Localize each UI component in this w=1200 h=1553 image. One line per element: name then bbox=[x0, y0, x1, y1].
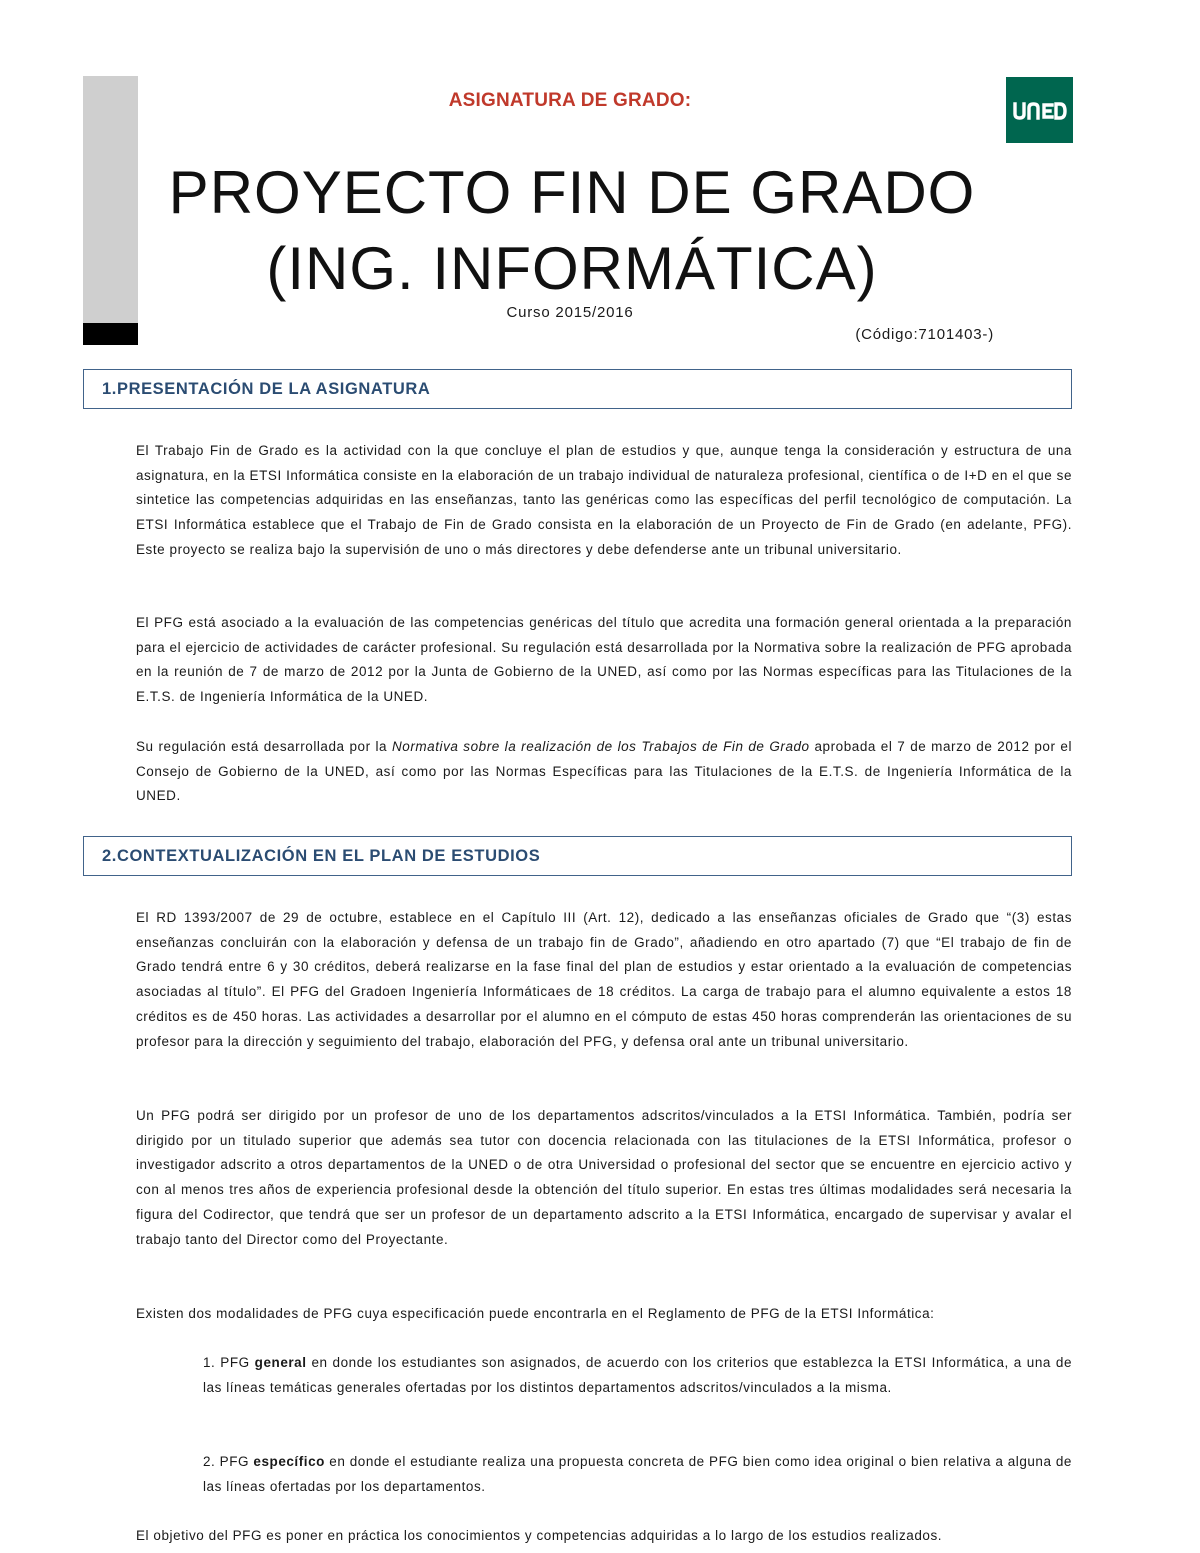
text-run: Su regulación está desarrollada por la bbox=[136, 739, 392, 754]
paragraph: El Trabajo Fin de Grado es la actividad con la que concluye el plan de estudios y que, aunque tenga la consideración y estructura de una asignatura, en la ETSI Informática consiste en la elaboración de un trabajo individual de naturaleza profesional, científica o de I+D en el que se sintetice las competencias adquiridas en las enseñanzas, tanto las genéricas como las específicas del perfil tecnológico de computación. La ETSI Informática establece que el Trabajo de Fin de Grado consista en la elaboración de un Proyecto de Fin de Grado (en adelante, PFG). Este proyecto se realiza bajo la supervisión de uno o más directores y debe defenderse ante un tribunal universitario. bbox=[136, 443, 1072, 557]
page-title bbox=[0, 155, 1144, 307]
section-title: 1.PRESENTACIÓN DE LA ASIGNATURA bbox=[102, 379, 431, 398]
list-item-keyword: específico bbox=[253, 1454, 325, 1469]
subject-type-label: ASIGNATURA DE GRADO: bbox=[448, 90, 692, 111]
paragraph: El objetivo del PFG es poner en práctica los conocimientos y competencias adquiridas a lo largo de los estudios realizados. bbox=[136, 1528, 943, 1543]
paragraph bbox=[136, 735, 1072, 809]
course-year: Curso 2015/2016 bbox=[506, 304, 634, 321]
list-item bbox=[203, 1351, 1072, 1400]
list-item-text: en donde los estudiantes son asignados, de acuerdo con los criterios que establezca la ETSI Informática, a una de las líneas temáticas generales ofertadas por los distintos departamentos adscritos/vinculados a la misma. bbox=[203, 1355, 1072, 1395]
course-code: (Código:7101403-) bbox=[855, 326, 994, 343]
text-run: aprobada el 7 de marzo de 2012 por el Consejo de Gobierno de la UNED, así como por las Normas Específicas para las Titulaciones de la E.T.S. de Ingeniería Informática de la UNED. bbox=[136, 739, 1072, 804]
sidebar-decoration-cap bbox=[83, 323, 138, 345]
section-title: 2.CONTEXTUALIZACIÓN EN EL PLAN DE ESTUDIOS bbox=[102, 846, 541, 865]
section-header-presentacion bbox=[83, 369, 1072, 409]
list-item-prefix: 1. PFG bbox=[203, 1355, 255, 1370]
paragraph: Existen dos modalidades de PFG cuya especificación puede encontrarla en el Reglamento de PFG de la ETSI Informática: bbox=[136, 1306, 935, 1321]
list-item-text: en donde el estudiante realiza una propuesta concreta de PFG bien como idea original o bien relativa a alguna de las líneas ofertadas por los departamentos. bbox=[203, 1454, 1072, 1494]
list-item-keyword: general bbox=[254, 1355, 307, 1370]
section-header-contextualizacion bbox=[83, 836, 1072, 876]
page-title-line-2: (ING. INFORMÁTICA) bbox=[266, 235, 878, 302]
list-item-prefix: 2. PFG bbox=[203, 1454, 254, 1469]
paragraph: El RD 1393/2007 de 29 de octubre, establece en el Capítulo III (Art. 12), dedicado a las enseñanzas oficiales de Grado que “(3) estas enseñanzas concluirán con la elaboración y defensa de un trabajo fin de Grado”, añadiendo en otro apartado (7) que “El trabajo de fin de Grado tendrá entre 6 y 30 créditos, deberá realizarse en la fase final del plan de estudios y estar orientado a la evaluación de competencias asociadas al título”. El PFG del Gradoen Ingeniería Informáticaes de 18 créditos. La carga de trabajo para el alumno equivalente a estos 18 créditos es de 450 horas. Las actividades a desarrollar por el alumno en el cómputo de estas 450 horas comprenderán las orientaciones de su profesor para la dirección y seguimiento del trabajo, elaboración del PFG, y defensa oral ante un tribunal universitario. bbox=[136, 910, 1072, 1049]
paragraph: Un PFG podrá ser dirigido por un profesor de uno de los departamentos adscritos/vinculados a la ETSI Informática. También, podría ser dirigido por un titulado superior que además sea tutor con docencia relacionada con las titulaciones de la ETSI Informática, profesor o investigador adscrito a otros departamentos de la UNED o de otra Universidad o profesional del sector que se encuentre en ejercicio activo y con al menos tres años de experiencia profesional desde la obtención del título superior. En estas tres últimas modalidades será necesaria la figura del Codirector, que tendrá que ser un profesor de un departamento adscrito a la ETSI Informática, encargado de supervisar y avalar el trabajo tanto del Director como del Proyectante. bbox=[136, 1108, 1072, 1247]
normativa-title: Normativa sobre la realización de los Trabajos de Fin de Grado bbox=[391, 739, 810, 754]
paragraph: El PFG está asociado a la evaluación de las competencias genéricas del título que acredita una formación general orientada a la preparación para el ejercicio de actividades de carácter profesional. Su regulación está desarrollada por la Normativa sobre la realización de PFG aprobada en la reunión de 7 de marzo de 2012 por la Junta de Gobierno de la UNED, así como por las Normas específicas para las Titulaciones de la E.T.S. de Ingeniería Informática de la UNED. bbox=[136, 615, 1072, 705]
list-item bbox=[203, 1450, 1072, 1499]
page-title-line-1: PROYECTO FIN DE GRADO bbox=[168, 159, 976, 226]
